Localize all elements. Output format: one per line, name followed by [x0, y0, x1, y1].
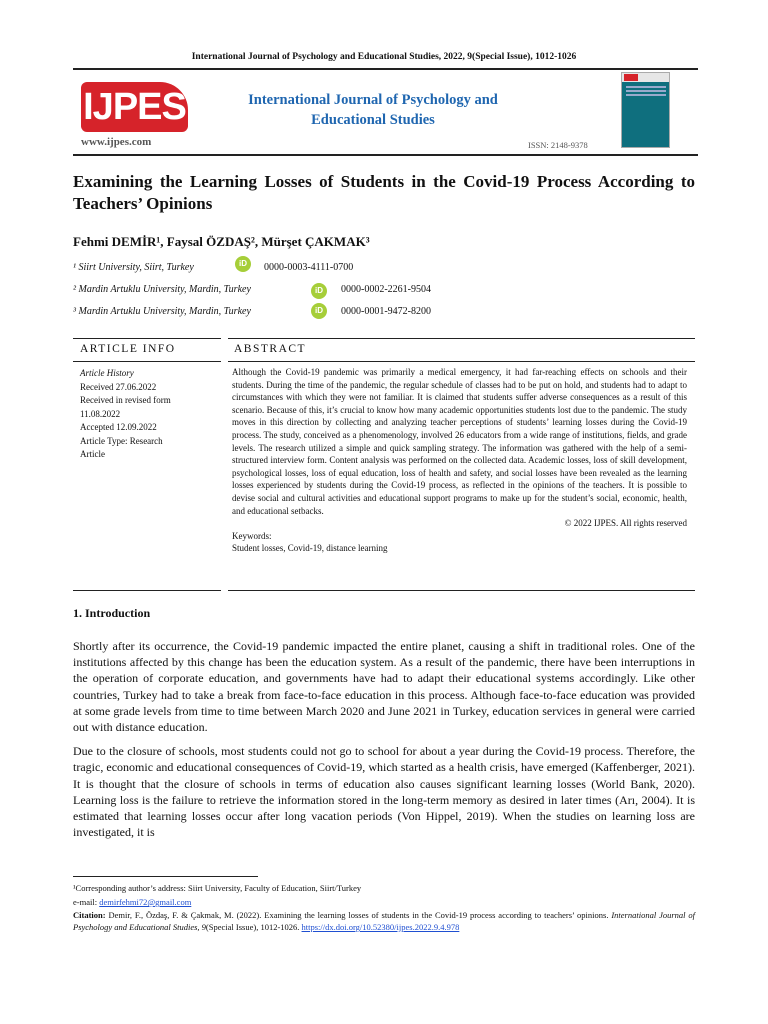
orcid-icon[interactable]: iD — [235, 256, 251, 272]
body-text — [73, 638, 695, 848]
journal-website-link[interactable]: www.ijpes.com — [81, 136, 152, 148]
history-line: Article Type: Research — [80, 435, 163, 446]
orcid-id-2[interactable]: 0000-0002-2261-9504 — [341, 284, 431, 295]
abstract-heading: ABSTRACT — [234, 343, 307, 355]
journal-logo: IJPES — [81, 82, 188, 132]
info-bottom-rule — [73, 590, 221, 591]
affiliation-1: ¹ Siirt University, Siirt, Turkey — [73, 262, 194, 273]
email-link[interactable]: demirfehmi72@gmail.com — [99, 897, 192, 907]
footnote-corresponding: ¹Corresponding author’s address: Siirt University, Faculty of Education, Siirt/Turkey — [73, 883, 362, 893]
journal-banner — [73, 70, 698, 154]
footnote-rule — [73, 876, 258, 877]
orcid-icon[interactable]: iD — [311, 303, 327, 319]
author-list: Fehmi DEMİR¹, Faysal ÖZDAŞ², Mürşet ÇAKMAK³ — [73, 234, 370, 249]
history-line: 11.08.2022 — [80, 408, 121, 419]
citation-label: Citation: — [73, 910, 106, 920]
article-history — [80, 367, 220, 462]
info-top-rule — [73, 338, 221, 339]
history-line: Received 27.06.2022 — [80, 381, 157, 392]
doi-link[interactable]: https://dx.doi.org/10.52380/ijpes.2022.9.4.978 — [301, 922, 460, 932]
journal-title: International Journal of Psychology and Educational Studies — [248, 92, 498, 128]
history-line: Received in revised form — [80, 395, 171, 405]
issn: ISSN: 2148-9378 — [528, 140, 588, 150]
orcid-id-3[interactable]: 0000-0001-9472-8200 — [341, 306, 431, 317]
citation-journal: International Journal of Psychology and Educational Studies, 9 — [73, 910, 695, 932]
abstract-block — [232, 366, 687, 555]
keywords-label: Keywords: — [232, 530, 272, 541]
abstract-text: Although the Covid-19 pandemic was primarily a medical emergency, it had far-reaching effects on schools and their students. During the time of the pandemic, the regular schedule of classes had to be put on hold, and students had to adapt to circumstances with which they were not familiar. It is claimed that students suffer adverse consequences as a result of this scenario. Because of this, it’s crucial to know how many academic opportunities students lost due to the pandemic. The study moves in this direction by collecting and analyzing teacher perceptions of students’ learning losses during the Covid-19 process. The study, conceived as a phenomenology, involved 26 educators from a wide range of institutions, fields, and grade levels. The research utilized a simple and quick sampling strategy. The information was gathered with the help of a semi-structured interview form. Content analysis was performed on the collected data. Academic losses, loss of skill development, psychological losses, loss of equal education, loss of health and safety, and social losses have been revealed as the learning losses experienced by students during the Covid-19 process, as reflected in the opinions of the teachers. It is possible to devise social and cultural activities and educational support programs to make up for the student’s social, economic, health, and educational setbacks. — [232, 367, 687, 516]
article-info-heading: ARTICLE INFO — [80, 343, 176, 355]
info-mid-rule — [73, 361, 221, 362]
affiliation-2: ² Mardin Artuklu University, Mardin, Turkey — [73, 284, 251, 295]
citation-text: Demir, F., Özdaş, F. & Çakmak, M. (2022). Examining the learning losses of students in the Covid-19 process according to teachers’ opinions. — [105, 910, 612, 920]
copyright: © 2022 IJPES. All rights reserved — [564, 518, 687, 529]
journal-cover-image — [621, 72, 670, 148]
orcid-id-1[interactable]: 0000-0003-4111-0700 — [264, 262, 354, 273]
keywords: Student losses, Covid-19, distance learning — [232, 543, 388, 554]
citation — [73, 909, 695, 933]
history-line: Accepted 12.09.2022 — [80, 422, 157, 432]
abstract-top-rule — [228, 338, 695, 339]
article-history-label: Article History — [80, 368, 134, 378]
running-header: International Journal of Psychology and Educational Studies, 2022, 9(Special Issue), 1012-1026 — [191, 52, 577, 62]
abstract-mid-rule — [228, 361, 695, 362]
affiliation-3: ³ Mardin Artuklu University, Mardin, Turkey — [73, 306, 251, 317]
paragraph: Due to the closure of schools, most students could not go to school for about a year during the Covid-19 process. Therefore, the tragic, economic and educational consequences of Covid-19, which started as a health crisis, have emerged (Kaffenberger, 2021). It is thought that the closure of schools in terms of education also causes significant learning losses (World Bank, 2020). Learning loss is the failure to retrieve the information stored in the long-term memory as desired in later times (Arı, 2004). It is estimated that learning losses occur after long vacation periods (Von Hippel, 2019). When the studies on learning loss are investigated, it is — [73, 744, 695, 840]
email-label: e-mail: — [73, 897, 100, 907]
section-heading-introduction: 1. Introduction — [73, 606, 151, 620]
footnote-email-line — [73, 896, 695, 908]
paragraph: Shortly after its occurrence, the Covid-19 pandemic impacted the entire planet, causing a shift in traditional roles. One of the institutions affected by this change has been the education system. As a result of the pandemic, there have been interruptions in the operation of corporate education, and governments have had to adapt their educational systems accordingly. Like other countries, Turkey had to take a break from face-to-face education in this process. Although face-to-face education was provided at some grade levels from time to time between March 2020 and June 2021 in Turkey, education services in general were carried out with distance education. — [73, 639, 695, 735]
orcid-icon[interactable]: iD — [311, 283, 327, 299]
paper-title: Examining the Learning Losses of Students in the Covid-19 Process According to Teachers’ Opinions — [73, 172, 695, 213]
citation-tail: (Special Issue), 1012-1026. — [205, 922, 300, 932]
abstract-bottom-rule — [228, 590, 695, 591]
history-line: Article — [80, 449, 105, 459]
banner-bottom-rule — [73, 154, 698, 156]
